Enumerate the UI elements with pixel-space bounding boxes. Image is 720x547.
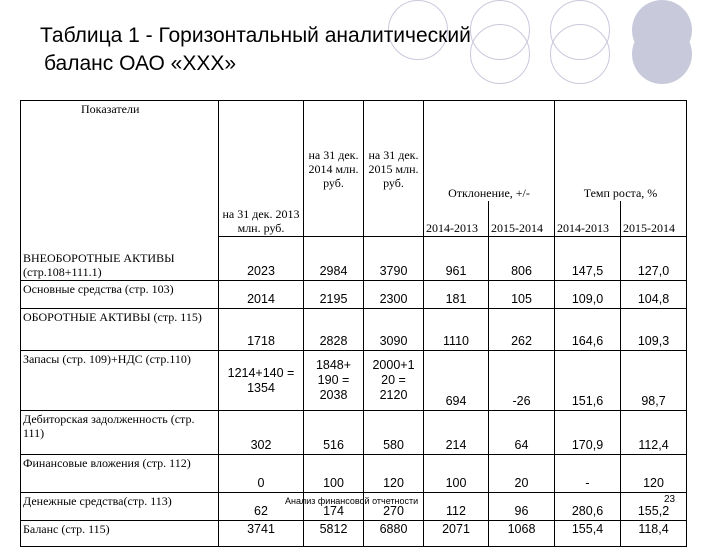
cell-dev-2: 1068 bbox=[489, 521, 555, 547]
cell-2015: 6880 bbox=[364, 521, 424, 547]
cell-dev-2: 262 bbox=[489, 309, 555, 351]
cell-dev-1: 2071 bbox=[424, 521, 489, 547]
row-label: Финансовые вложения (стр. 112) bbox=[21, 455, 219, 493]
cell-growth-1: 170,9 bbox=[555, 411, 621, 455]
table-row bbox=[21, 281, 687, 309]
table-row bbox=[21, 309, 687, 351]
table-row bbox=[21, 521, 687, 547]
header-dev-2014-2013: 2014-2013 bbox=[424, 201, 489, 237]
cell-growth-1: 280,6 bbox=[555, 493, 621, 521]
row-label: Дебиторская задолженность (стр. 111) bbox=[21, 411, 219, 455]
cell-growth-2: 155,2 bbox=[621, 493, 687, 521]
cell-growth-2: 112,4 bbox=[621, 411, 687, 455]
table-row bbox=[21, 455, 687, 493]
cell-dev-2: 20 bbox=[489, 455, 555, 493]
decor-circle-filled bbox=[632, 24, 692, 84]
header-2013: на 31 дек. 2013 млн. руб. bbox=[219, 101, 304, 237]
header-dev-2015-2014: 2015-2014 bbox=[489, 201, 555, 237]
cell-2013: 302 bbox=[219, 411, 304, 455]
footer-note: Анализ финансовой отчетности bbox=[285, 496, 419, 506]
balance-table bbox=[20, 100, 687, 547]
cell-growth-2: 127,0 bbox=[621, 237, 687, 281]
cell-dev-2: 64 bbox=[489, 411, 555, 455]
row-label: ОБОРОТНЫЕ АКТИВЫ (стр. 115) bbox=[21, 309, 219, 351]
row-label: ВНЕОБОРОТНЫЕ АКТИВЫ (стр.108+111.1) bbox=[21, 237, 219, 281]
cell-growth-1: 147,5 bbox=[555, 237, 621, 281]
cell-2015: 120 bbox=[364, 455, 424, 493]
cell-growth-1: 151,6 bbox=[555, 351, 621, 411]
cell-dev-1: 214 bbox=[424, 411, 489, 455]
cell-2014: 5812 bbox=[304, 521, 364, 547]
cell-dev-2: -26 bbox=[489, 351, 555, 411]
slide-title bbox=[40, 22, 560, 78]
cell-dev-1: 961 bbox=[424, 237, 489, 281]
cell-dev-2: 96 bbox=[489, 493, 555, 521]
cell-2015: 2300 bbox=[364, 281, 424, 309]
cell-growth-2: 98,7 bbox=[621, 351, 687, 411]
table-row bbox=[21, 351, 687, 411]
cell-2013: 2023 bbox=[219, 237, 304, 281]
header-growth-2014-2013: 2014-2013 bbox=[555, 201, 621, 237]
page-number: 23 bbox=[664, 494, 676, 505]
cell-growth-1: 155,4 bbox=[555, 521, 621, 547]
cell-growth-2: 120 bbox=[621, 455, 687, 493]
cell-2013: 1718 bbox=[219, 309, 304, 351]
cell-2013: 3741 bbox=[219, 521, 304, 547]
cell-2014: 2195 bbox=[304, 281, 364, 309]
cell-growth-1: 164,6 bbox=[555, 309, 621, 351]
row-label: Основные средства (стр. 103) bbox=[21, 281, 219, 309]
cell-dev-1: 112 bbox=[424, 493, 489, 521]
cell-dev-1: 181 bbox=[424, 281, 489, 309]
cell-2014: 100 bbox=[304, 455, 364, 493]
cell-growth-2: 109,3 bbox=[621, 309, 687, 351]
cell-growth-2: 104,8 bbox=[621, 281, 687, 309]
cell-2013: 1214+140 = 1354 bbox=[219, 351, 304, 411]
row-label: Баланс (стр. 115) bbox=[21, 521, 219, 547]
header-growth-2015-2014: 2015-2014 bbox=[621, 201, 687, 237]
header-growth: Темп роста, % bbox=[555, 101, 687, 201]
header-deviation: Отклонение, +/- bbox=[424, 101, 555, 201]
header-2015: на 31 дек. 2015 млн. руб. bbox=[364, 101, 424, 237]
row-label: Запасы (стр. 109)+НДС (стр.110) bbox=[21, 351, 219, 411]
cell-dev-2: 105 bbox=[489, 281, 555, 309]
title-line-1: Таблица 1 - Горизонтальный аналитический bbox=[40, 24, 471, 47]
cell-2014: 2828 bbox=[304, 309, 364, 351]
cell-2015: 2000+1 20 = 2120 bbox=[364, 351, 424, 411]
title-line-2: баланс ОАО «ХХХ» bbox=[44, 52, 237, 75]
cell-dev-2: 806 bbox=[489, 237, 555, 281]
cell-2015: 3790 bbox=[364, 237, 424, 281]
cell-dev-1: 1110 bbox=[424, 309, 489, 351]
cell-growth-2: 118,4 bbox=[621, 521, 687, 547]
cell-growth-1: - bbox=[555, 455, 621, 493]
cell-dev-1: 694 bbox=[424, 351, 489, 411]
cell-2015: 270 bbox=[364, 493, 424, 521]
table-row bbox=[21, 411, 687, 455]
cell-2013: 2014 bbox=[219, 281, 304, 309]
row-label: Денежные средства(стр. 113) bbox=[21, 493, 219, 521]
header-indicator: Показатели bbox=[21, 101, 219, 237]
header-2014: на 31 дек. 2014 млн. руб. bbox=[304, 101, 364, 237]
cell-2013: 0 bbox=[219, 455, 304, 493]
cell-2014: 2984 bbox=[304, 237, 364, 281]
table-row bbox=[21, 237, 687, 281]
cell-growth-1: 109,0 bbox=[555, 281, 621, 309]
cell-2015: 3090 bbox=[364, 309, 424, 351]
cell-2014: 174 bbox=[304, 493, 364, 521]
cell-2015: 580 bbox=[364, 411, 424, 455]
cell-2014: 516 bbox=[304, 411, 364, 455]
cell-2013: 62 bbox=[219, 493, 304, 521]
cell-dev-1: 100 bbox=[424, 455, 489, 493]
cell-2014: 1848+ 190 = 2038 bbox=[304, 351, 364, 411]
